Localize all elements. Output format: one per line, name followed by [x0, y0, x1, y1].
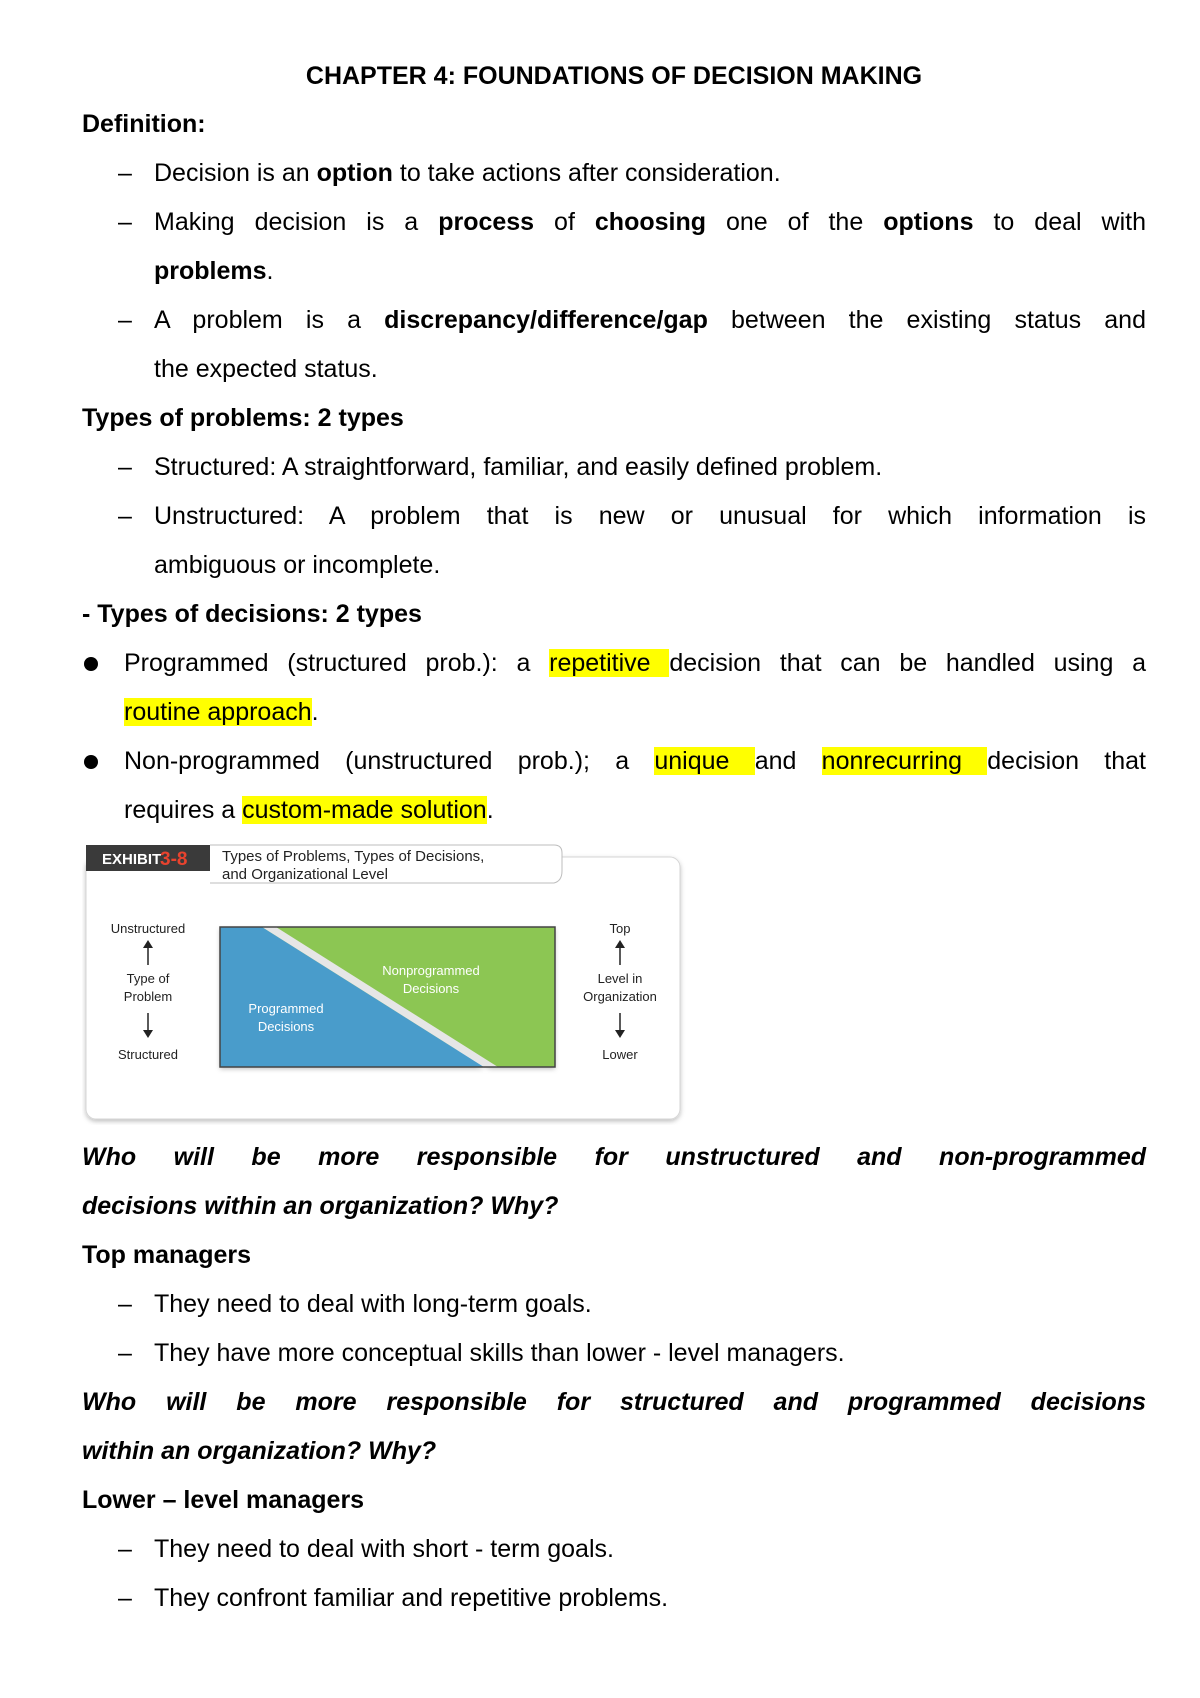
definition-item-1 — [82, 149, 1146, 198]
answer-2-reason-1 — [82, 1525, 1146, 1574]
text: one of the — [706, 208, 884, 236]
text: decision that — [987, 747, 1146, 775]
definition-heading: Definition: — [82, 110, 206, 138]
question-2-line-1: Who will be more responsible for structured and programmed decisions — [82, 1388, 1146, 1416]
text: Unstructured: A problem that is new or unusual for which information is — [154, 502, 1146, 530]
bullet-icon — [84, 657, 98, 671]
text: Decision is an — [154, 159, 317, 187]
problems-item-1 — [82, 443, 1146, 492]
answer-1-reason-2 — [82, 1329, 1146, 1378]
exhibit-figure — [82, 841, 688, 1125]
decisions-nonprogrammed — [82, 737, 1146, 786]
text: . — [266, 257, 274, 285]
dash-marker: – — [118, 208, 132, 236]
nonprogrammed-label-2: Decisions — [402, 981, 460, 996]
text: and — [754, 747, 822, 775]
text: . — [311, 698, 319, 726]
text: Making decision is a — [154, 208, 439, 236]
question-1-line-2: decisions within an organization? Why? — [82, 1192, 559, 1220]
text: A problem is a — [154, 306, 385, 334]
exhibit-number: 3-8 — [160, 849, 188, 870]
definition-item-2 — [82, 198, 1146, 247]
programmed-label-2: Decisions — [257, 1019, 315, 1034]
text: Structured: A straightforward, familiar, and easily defined problem. — [154, 453, 883, 481]
axis-left-mid-1: Type of — [126, 971, 170, 986]
answer-2: Lower – level managers — [82, 1486, 365, 1514]
question-1-line-1: Who will be more responsible for unstructured and non-programmed — [82, 1143, 1146, 1171]
dash-marker: – — [118, 1535, 132, 1563]
text: to take actions after consideration. — [392, 159, 781, 187]
dash-marker: – — [118, 1290, 132, 1318]
answer-2-reason-2 — [82, 1574, 1146, 1623]
text-bold: process — [438, 208, 535, 236]
text: requires a — [124, 796, 243, 824]
axis-left-mid-2: Problem — [123, 989, 173, 1004]
text-bold: problems — [154, 257, 267, 285]
question-2-line-2: within an organization? Why? — [82, 1437, 437, 1465]
text: Programmed (structured prob.): a — [124, 649, 550, 677]
decisions-heading: - Types of decisions: 2 types — [82, 600, 422, 628]
axis-left-bottom: Structured — [118, 1047, 178, 1062]
problems-item-2-cont: ambiguous or incomplete. — [154, 551, 441, 579]
answer-1: Top managers — [82, 1241, 252, 1269]
axis-left-top: Unstructured — [110, 921, 186, 936]
highlight-text: repetitive — [549, 649, 670, 677]
axis-right-bottom: Lower — [602, 1047, 638, 1062]
text: between the existing status and — [707, 306, 1146, 334]
text-bold: option — [316, 159, 393, 187]
nonprogrammed-label-1: Nonprogrammed — [382, 963, 480, 978]
document-page — [82, 52, 1146, 1623]
decisions-nonprogrammed-cont — [82, 786, 1146, 835]
decisions-programmed — [82, 639, 1146, 688]
exhibit-diagram — [82, 841, 688, 1125]
definition-item-2-cont — [82, 247, 1146, 296]
highlight-text: unique — [654, 747, 755, 775]
problems-heading: Types of problems: 2 types — [82, 404, 404, 432]
answer-1-reason-1 — [82, 1280, 1146, 1329]
text: They need to deal with long-term goals. — [154, 1290, 592, 1318]
text: Non-programmed (unstructured prob.); a — [124, 747, 655, 775]
definition-item-3-cont: the expected status. — [154, 355, 378, 383]
highlight-text: routine approach — [124, 698, 312, 726]
text: They have more conceptual skills than lower - level managers. — [154, 1339, 845, 1367]
dash-marker: – — [118, 306, 132, 334]
definition-item-3 — [82, 296, 1146, 345]
exhibit-caption-line2: and Organizational Level — [222, 866, 388, 883]
axis-right-top: Top — [609, 921, 631, 936]
decisions-programmed-cont — [82, 688, 1146, 737]
dash-marker: – — [118, 453, 132, 481]
dash-marker: – — [118, 1584, 132, 1612]
text: of — [534, 208, 595, 236]
dash-marker: – — [118, 502, 132, 530]
axis-right-mid-2: Organization — [583, 989, 657, 1004]
bullet-icon — [84, 755, 98, 769]
programmed-label-1: Programmed — [248, 1001, 324, 1016]
exhibit-tag: EXHIBIT — [102, 851, 162, 868]
problems-item-2 — [82, 492, 1146, 541]
text-bold: choosing — [594, 208, 706, 236]
text-bold: discrepancy/difference/gap — [384, 306, 708, 334]
dash-marker: – — [118, 1339, 132, 1367]
axis-right-mid-1: Level in — [597, 971, 643, 986]
page-title: CHAPTER 4: FOUNDATIONS OF DECISION MAKING — [305, 62, 923, 90]
highlight-text: custom-made solution — [242, 796, 487, 824]
text: They need to deal with short - term goals. — [154, 1535, 614, 1563]
exhibit-caption-line1: Types of Problems, Types of Decisions, — [222, 848, 485, 865]
text-bold: options — [883, 208, 974, 236]
highlight-text: nonrecurring — [821, 747, 988, 775]
dash-marker: – — [118, 159, 132, 187]
text: . — [486, 796, 494, 824]
text: to deal with — [973, 208, 1146, 236]
text: They confront familiar and repetitive problems. — [154, 1584, 669, 1612]
text: decision that can be handled using a — [669, 649, 1147, 677]
